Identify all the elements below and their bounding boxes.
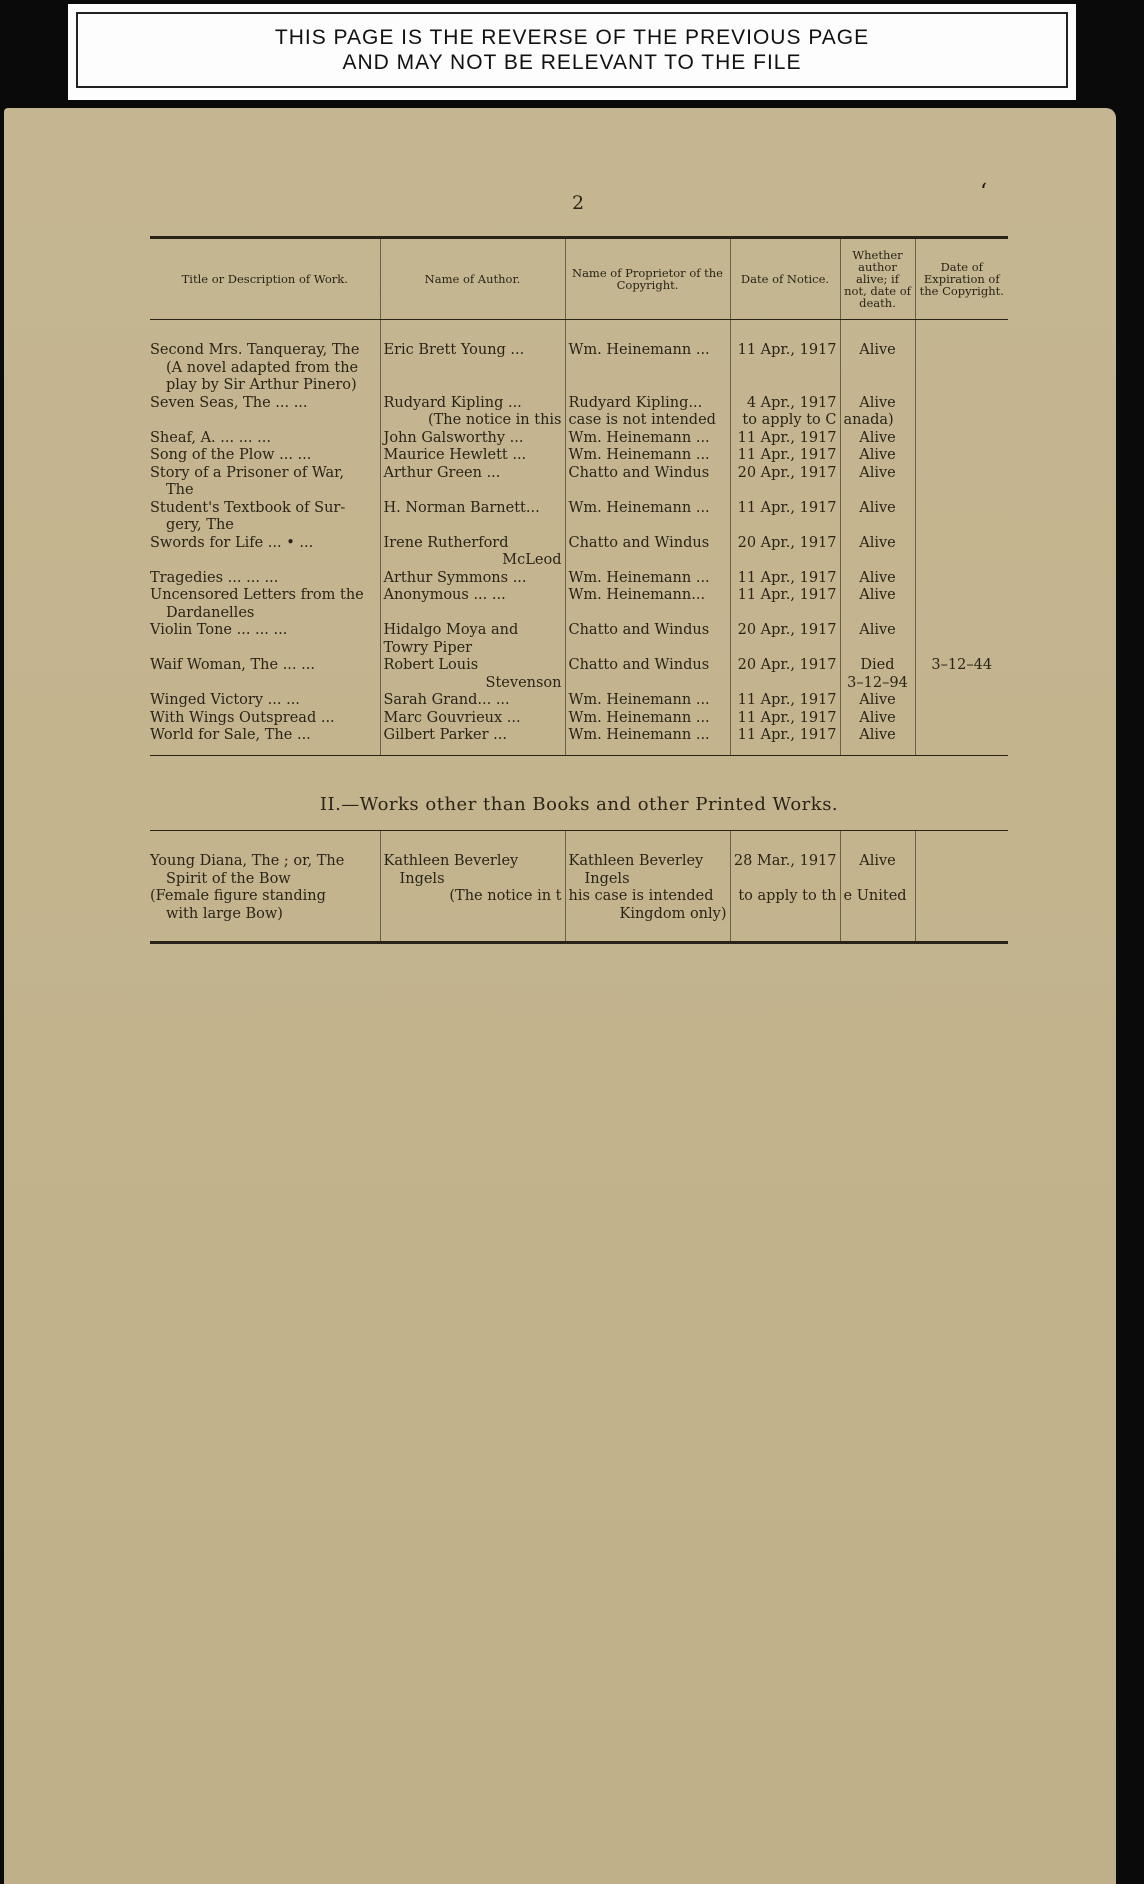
title: With Wings Outspread ... bbox=[150, 709, 335, 726]
alive: Alive bbox=[840, 430, 915, 448]
header-alive: Whether author alive; if not, date of death. bbox=[840, 238, 915, 320]
page-number: 2 bbox=[572, 192, 585, 214]
title-cont: The bbox=[166, 482, 194, 498]
title: Student's Textbook of Sur- bbox=[150, 499, 346, 516]
title: Song of the Plow ... ... bbox=[150, 447, 312, 463]
other-works-table bbox=[150, 830, 1008, 944]
title-cont: Spirit of the Bow bbox=[166, 870, 291, 887]
author: Sarah Grand... ... bbox=[380, 692, 565, 710]
proprietor: Wm. Heinemann ... bbox=[565, 692, 730, 710]
author: Arthur Green ... bbox=[380, 465, 565, 500]
alive: Alive bbox=[840, 622, 915, 657]
proprietor: Wm. Heinemann ... bbox=[565, 500, 730, 535]
alive: Alive bbox=[840, 465, 915, 500]
proprietor: Wm. Heinemann ... bbox=[565, 710, 730, 728]
table-header-row bbox=[150, 238, 1008, 320]
corner-mark: ʻ bbox=[980, 180, 987, 205]
title-cont: play by Sir Arthur Pinero) bbox=[166, 377, 357, 393]
date: 11 Apr., 1917 bbox=[730, 342, 840, 395]
date: 20 Apr., 1917 bbox=[730, 465, 840, 500]
table-row-note bbox=[150, 412, 1008, 430]
date: 20 Apr., 1917 bbox=[730, 622, 840, 657]
note-part: to apply to C bbox=[730, 412, 840, 430]
date: 11 Apr., 1917 bbox=[730, 727, 840, 745]
header-date: Date of Notice. bbox=[730, 238, 840, 320]
date: 11 Apr., 1917 bbox=[730, 692, 840, 710]
death-date: 3–12–94 bbox=[847, 674, 908, 691]
title: Violin Tone ... ... ... bbox=[150, 622, 288, 638]
date: 11 Apr., 1917 bbox=[730, 710, 840, 728]
title: Swords for Life ... • ... bbox=[150, 534, 314, 551]
alive: Alive bbox=[840, 395, 915, 413]
author: Eric Brett Young ... bbox=[380, 342, 565, 395]
header-proprietor: Name of Proprietor of the Copyright. bbox=[565, 238, 730, 320]
notice-box bbox=[76, 12, 1068, 88]
title-cont: with large Bow) bbox=[166, 905, 283, 922]
proprietor: Rudyard Kipling... bbox=[565, 395, 730, 413]
author-cont: Stevenson bbox=[485, 674, 562, 691]
author: Gilbert Parker ... bbox=[380, 727, 565, 745]
table-row bbox=[150, 430, 1008, 448]
author: John Galsworthy ... bbox=[380, 430, 565, 448]
proprietor: Chatto and Windus bbox=[565, 465, 730, 500]
notice-line-1: THIS PAGE IS THE REVERSE OF THE PREVIOUS PAGE bbox=[274, 26, 870, 49]
note-part: case is not intended bbox=[565, 412, 730, 430]
title: Second Mrs. Tanqueray, The bbox=[150, 342, 360, 358]
proprietor: Wm. Heinemann ... bbox=[565, 727, 730, 745]
alive: Alive bbox=[840, 342, 915, 395]
header-author: Name of Author. bbox=[380, 238, 565, 320]
alive: Alive bbox=[840, 570, 915, 588]
author: Maurice Hewlett ... bbox=[380, 447, 565, 465]
table-row bbox=[150, 465, 1008, 500]
title: Story of a Prisoner of War, bbox=[150, 464, 345, 481]
alive: Alive bbox=[840, 692, 915, 710]
date: 11 Apr., 1917 bbox=[730, 587, 840, 622]
author: Robert Louis bbox=[383, 657, 479, 673]
alive: Alive bbox=[840, 447, 915, 465]
date: 28 Mar., 1917 bbox=[730, 853, 840, 888]
title-cont: (A novel adapted from the bbox=[166, 359, 359, 376]
alive: Alive bbox=[840, 587, 915, 622]
title: Waif Woman, The ... ... bbox=[150, 657, 315, 673]
table-row bbox=[150, 692, 1008, 710]
copyright-register-table bbox=[150, 236, 1008, 756]
table-row bbox=[150, 710, 1008, 728]
author: Hidalgo Moya and bbox=[383, 622, 519, 638]
expiry-date: 3–12–44 bbox=[915, 657, 1008, 692]
title: World for Sale, The ... bbox=[150, 727, 311, 743]
note-part: Kingdom only) bbox=[619, 905, 727, 922]
proprietor: Chatto and Windus bbox=[565, 535, 730, 570]
notice-line-2: AND MAY NOT BE RELEVANT TO THE FILE bbox=[342, 51, 802, 74]
title-cont: (Female figure standing bbox=[150, 888, 326, 904]
author: Anonymous ... ... bbox=[380, 587, 565, 622]
title-cont: gery, The bbox=[166, 517, 234, 533]
table-row bbox=[150, 447, 1008, 465]
note-part: (The notice in t bbox=[380, 888, 565, 923]
table-row bbox=[150, 395, 1008, 413]
date: 4 Apr., 1917 bbox=[730, 395, 840, 413]
title: Young Diana, The ; or, The bbox=[150, 853, 345, 869]
proprietor: Chatto and Windus bbox=[565, 657, 730, 692]
table-row bbox=[150, 657, 1008, 692]
table-row bbox=[150, 342, 1008, 395]
date: 11 Apr., 1917 bbox=[730, 430, 840, 448]
table-row bbox=[150, 587, 1008, 622]
table-row bbox=[150, 570, 1008, 588]
title: Tragedies ... ... ... bbox=[150, 569, 279, 586]
note-part: to apply to th bbox=[730, 888, 840, 923]
table-row-note bbox=[150, 888, 1008, 923]
title-cont: Dardanelles bbox=[166, 604, 255, 621]
author: Arthur Symmons ... bbox=[380, 570, 565, 588]
author-cont: Ingels bbox=[399, 870, 445, 887]
note-part: anada) bbox=[840, 412, 915, 430]
table-row bbox=[150, 500, 1008, 535]
author-cont: Towry Piper bbox=[383, 639, 473, 656]
table-row bbox=[150, 727, 1008, 745]
section-heading: II.—Works other than Books and other Printed Works. bbox=[319, 794, 839, 815]
header-expiry: Date of Expiration of the Copyright. bbox=[915, 238, 1008, 320]
author: Irene Rutherford bbox=[383, 534, 509, 551]
alive: Died bbox=[860, 657, 895, 673]
date: 20 Apr., 1917 bbox=[730, 535, 840, 570]
title: Seven Seas, The ... ... bbox=[150, 394, 308, 411]
proprietor: Wm. Heinemann ... bbox=[565, 342, 730, 395]
author: Rudyard Kipling ... bbox=[380, 395, 565, 413]
alive: Alive bbox=[840, 710, 915, 728]
table-row bbox=[150, 622, 1008, 657]
author-cont: McLeod bbox=[502, 552, 562, 568]
date: 11 Apr., 1917 bbox=[730, 447, 840, 465]
author: Marc Gouvrieux ... bbox=[380, 710, 565, 728]
header-title: Title or Description of Work. bbox=[150, 238, 380, 320]
table-row bbox=[150, 853, 1008, 888]
proprietor: Chatto and Windus bbox=[565, 622, 730, 657]
note-part: (The notice in this bbox=[380, 412, 565, 430]
alive: Alive bbox=[840, 535, 915, 570]
proprietor-cont: Ingels bbox=[584, 870, 630, 887]
author: H. Norman Barnett... bbox=[380, 500, 565, 535]
title: Sheaf, A. ... ... ... bbox=[150, 429, 271, 446]
proprietor: Kathleen Beverley bbox=[568, 853, 704, 869]
date: 20 Apr., 1917 bbox=[730, 657, 840, 692]
reverse-page-notice bbox=[68, 4, 1076, 100]
date: 11 Apr., 1917 bbox=[730, 570, 840, 588]
proprietor: Wm. Heinemann... bbox=[565, 587, 730, 622]
author: Kathleen Beverley bbox=[383, 853, 519, 869]
proprietor: Wm. Heinemann ... bbox=[565, 430, 730, 448]
proprietor: Wm. Heinemann ... bbox=[565, 570, 730, 588]
note-part: his case is intended bbox=[568, 888, 714, 904]
date: 11 Apr., 1917 bbox=[730, 500, 840, 535]
proprietor: Wm. Heinemann ... bbox=[565, 447, 730, 465]
note-part: e United bbox=[840, 888, 915, 923]
title: Uncensored Letters from the bbox=[150, 587, 364, 603]
alive: Alive bbox=[840, 500, 915, 535]
title: Winged Victory ... ... bbox=[150, 692, 300, 708]
alive: Alive bbox=[840, 853, 915, 888]
table-row bbox=[150, 535, 1008, 570]
alive: Alive bbox=[840, 727, 915, 745]
